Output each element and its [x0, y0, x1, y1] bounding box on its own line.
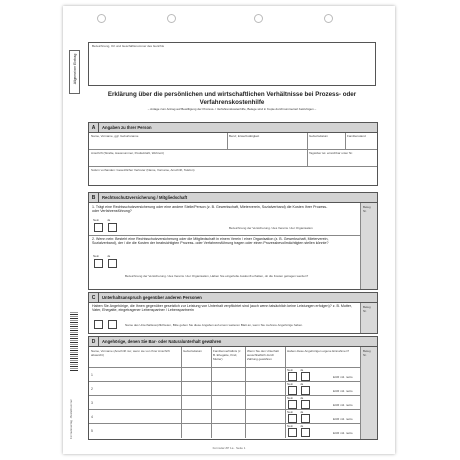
birthdate-field[interactable]: Geburtsdatum [307, 133, 346, 149]
d-header-row [89, 347, 361, 367]
table-row [89, 367, 361, 382]
side-label-box: Allgemeiner Eintrag [69, 50, 80, 94]
section-b [88, 192, 378, 290]
yes-label: Ja [300, 410, 304, 414]
name-cell[interactable] [89, 368, 182, 382]
d-col-birthdate: Geburtsdatum [181, 347, 212, 367]
amount-label: EUR mtl. netto [333, 375, 353, 379]
section-d [88, 336, 378, 440]
table-row [89, 395, 361, 410]
birthdate-cell[interactable] [181, 410, 212, 424]
yes-label: Ja [300, 382, 304, 386]
table-row [89, 423, 361, 438]
no-label: Nein [287, 424, 294, 428]
income-yes-checkbox[interactable] [301, 414, 310, 423]
punch-hole-left [97, 14, 106, 23]
no-label: Nein [287, 410, 294, 414]
c-yes-checkbox[interactable] [108, 320, 117, 329]
address-field[interactable]: Anschrift (Straße, Hausnummer, Postleitzahl, Wohnort) [89, 150, 308, 167]
court-field[interactable] [88, 42, 376, 86]
section-title: Unterhaltsanspruch gegenüber anderen Personen [102, 295, 202, 300]
section-letter: B [89, 193, 99, 202]
d-col-income: Haben diese Angehörigen eigene Einnahmen? [287, 349, 350, 353]
payment-cell[interactable] [245, 396, 286, 410]
d-col-relation: Familienverhältnis (z. B. Ehegatte, Kind, Mutter) [211, 347, 246, 367]
row-number: 4 [91, 415, 93, 419]
c-note: Name des Unterhaltsverpflichteten, Bitte geben Sie diese Angaben auf einem weiteren Blatt an, wenn Sie mehrere Angehörige haben. [125, 323, 303, 327]
section-letter: C [89, 293, 99, 302]
amount-label: EUR mtl. netto [333, 417, 353, 421]
divider [89, 235, 361, 236]
d-col-payment: Wenn Sie den Unterhalt ausschließlich durch Zahlung gewähren [245, 347, 286, 367]
amount-label: EUR mtl. netto [333, 431, 353, 435]
person-row-3[interactable] [89, 166, 377, 185]
question-1: 1. Trägt eine Rechtsschutzversicherung oder eine andere Stelle/Person (z. B. Gewerkschaft, Mieterverein, Sozialverband) die Kosten Ihrer Prozess- oder Verfahrensführung? [92, 205, 328, 214]
birthdate-cell[interactable] [181, 382, 212, 396]
no-label: Nein [93, 254, 100, 258]
payment-cell[interactable] [245, 410, 286, 424]
yes-label: Ja [107, 218, 111, 222]
person-row-1 [89, 133, 377, 149]
section-a [88, 122, 378, 186]
amount-label: EUR mtl. netto [333, 389, 353, 393]
income-cell [285, 368, 361, 382]
section-a-header [89, 123, 377, 133]
income-cell [285, 396, 361, 410]
row-number: 2 [91, 387, 93, 391]
name-cell[interactable] [89, 424, 182, 438]
row-number: 1 [91, 373, 93, 377]
form-sheet [63, 6, 395, 454]
payment-cell[interactable] [245, 424, 286, 438]
income-yes-checkbox[interactable] [301, 428, 310, 437]
beleg-label: Beleg Nr. [363, 205, 371, 213]
birthdate-cell[interactable] [181, 396, 212, 410]
relation-cell[interactable] [211, 396, 246, 410]
income-cell [285, 382, 361, 396]
income-no-checkbox[interactable] [288, 386, 297, 395]
income-no-checkbox[interactable] [288, 400, 297, 409]
beleg-label: Beleg Nr. [363, 305, 371, 313]
income-cell [285, 410, 361, 424]
relation-cell[interactable] [211, 382, 246, 396]
representative-label: Sofern vorhanden: Gesetzlicher Vertreter (Name, Vorname, Anschrift, Telefon) [91, 168, 195, 172]
income-no-checkbox[interactable] [288, 414, 297, 423]
income-no-checkbox[interactable] [288, 372, 297, 381]
section-c [88, 292, 378, 334]
d-col-name: Name, Vorname (Anschrift nur, wenn sie von Ihrer Anschrift abweicht) [89, 347, 182, 367]
row-number: 3 [91, 401, 93, 405]
relation-cell[interactable] [211, 368, 246, 382]
name-cell[interactable] [89, 410, 182, 424]
section-title: Angaben zu Ihrer Person [102, 125, 152, 130]
beleg-column [360, 203, 377, 289]
barcode [70, 311, 78, 371]
income-yes-checkbox[interactable] [301, 372, 310, 381]
q1-note: Bezeichnung der Versicherung / des Vereins / der Organisation [229, 226, 313, 230]
form-title: Erklärung über die persönlichen und wirtschaftlichen Verhältnisse bei Prozess- oder Verfahrenskostenhilfe [107, 91, 357, 106]
punch-hole-right [324, 14, 333, 23]
no-label: Nein [287, 382, 294, 386]
question-c: Haben Sie Angehörige, die Ihnen gegenüber gesetzlich zur Leistung von Unterhalt verpflichtet sind (auch wenn tatsächlich keine Leistungen erfolgen)? z. B. Mutter, Vater, Ehegatte, eingetragener Lebenspartner / Lebenspartnerin [92, 304, 352, 313]
q1-no-checkbox[interactable] [94, 223, 103, 232]
q2-note: Bezeichnung der Versicherung / des Vereins / der Organisation, Haben Sie eingeholte Auskunft erhalten, ob die Kosten getragen werden? [125, 274, 309, 278]
payment-cell[interactable] [245, 368, 286, 382]
income-cell [285, 424, 361, 438]
income-yes-checkbox[interactable] [301, 400, 310, 409]
name-cell[interactable] [89, 382, 182, 396]
table-row [89, 409, 361, 424]
section-title: Angehörige, denen Sie Bar- oder Naturalunterhalt gewähren [102, 339, 222, 344]
q2-yes-checkbox[interactable] [108, 259, 117, 268]
name-cell[interactable] [89, 396, 182, 410]
no-label: Nein [287, 396, 294, 400]
occupation-field[interactable]: Beruf, Erwerbstätigkeit [227, 133, 308, 149]
birthdate-cell[interactable] [181, 368, 212, 382]
section-c-header [89, 293, 377, 303]
page-footer: Formular ZP 1a · Seite 1 [212, 446, 246, 450]
row-number: 5 [91, 429, 93, 433]
yes-label: Ja [300, 368, 304, 372]
court-field-label: Bezeichnung, Ort und Geschäftsnummer des Gerichts [92, 44, 165, 48]
q1-yes-checkbox[interactable] [108, 223, 117, 232]
side-print-text: Formularverlag · Bestellnummer [69, 399, 73, 439]
section-letter: A [89, 123, 99, 132]
section-d-header [89, 337, 377, 347]
punch-hole-middle-left [167, 14, 176, 23]
marital-status-field[interactable]: Familienstand [347, 134, 366, 138]
relation-cell[interactable] [211, 410, 246, 424]
form-subtitle: – Anlage zum Antrag auf Bewilligung der Prozess- / Verfahrenskostenhilfe, Belege sind in Kopie durchnummeriert beizufügen – [147, 107, 317, 111]
section-b-header [89, 193, 377, 203]
no-label: Nein [93, 218, 100, 222]
name-field[interactable]: Name, Vorname, ggf. Geburtsname [89, 133, 228, 149]
punch-hole-middle-right [254, 14, 263, 23]
section-letter: D [89, 337, 99, 346]
beleg-label: Beleg Nr. [363, 349, 371, 357]
yes-label: Ja [300, 396, 304, 400]
birthdate-cell[interactable] [181, 424, 212, 438]
yes-label: Ja [300, 424, 304, 428]
no-label: Nein [287, 368, 294, 372]
table-row [89, 381, 361, 396]
relation-cell[interactable] [211, 424, 246, 438]
beleg-column [360, 347, 377, 439]
c-no-checkbox[interactable] [94, 320, 103, 329]
income-no-checkbox[interactable] [288, 428, 297, 437]
person-row-2 [89, 149, 377, 167]
income-yes-checkbox[interactable] [301, 386, 310, 395]
yes-label: Ja [107, 254, 111, 258]
section-title: Rechtsschutzversicherung / Mitgliedschaft [102, 195, 188, 200]
q2-no-checkbox[interactable] [94, 259, 103, 268]
question-2: 2. Wenn nein: Besteht eine Rechtsschutzversicherung oder die Mitgliedschaft in einem Verein / einer Organisation (z. B. Gewerkschaft, Mieterverein, Sozialverband), der / die die Kosten der beabsichtigten Prozess- oder Verfahrensführung tragen oder einen Prozessbevollmächtigten stellen könnte? [92, 237, 329, 246]
amount-label: EUR mtl. netto [333, 403, 353, 407]
phone-field[interactable]: Tagsüber tel. erreichbar unter Nr. [309, 151, 353, 155]
payment-cell[interactable] [245, 382, 286, 396]
